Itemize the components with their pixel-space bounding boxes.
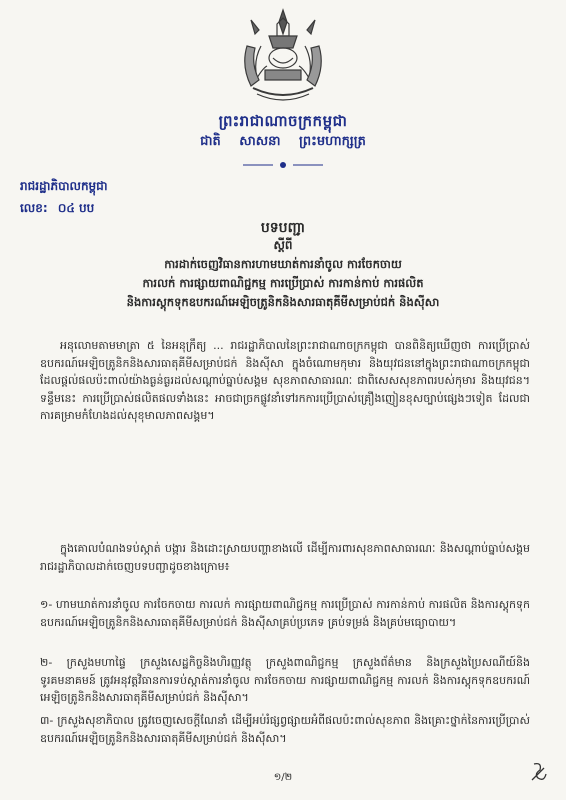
issuing-office: រាជរដ្ឋាភិបាលកម្ពុជា — [20, 179, 108, 193]
number-value: ០៤ បប — [57, 201, 95, 215]
document-type: បទបញ្ជា — [260, 220, 306, 236]
title-line: ការលក់ ការផ្សាយពាណិជ្ជកម្ម ការប្រើប្រាស់ ការកាន់កាប់ ការផលិត — [142, 276, 424, 290]
title-line: និងការស្តុកទុកឧបករណ៍អេឡិចត្រូនិកនិងសារធាតុគីមីសម្រាប់ជក់ និងស៊ីសា — [126, 295, 440, 309]
royal-crest-icon — [233, 6, 333, 106]
number-label: លេខ: — [20, 201, 48, 215]
document-about: ស្តីពី — [273, 238, 293, 252]
list-item: ១- ហាមឃាត់ការនាំចូល ការចែកចាយ ការលក់ ការផ្សាយពាណិជ្ជកម្ម ការប្រើប្រាស់ ការកាន់កាប់ ការផលិត និងការស្តុកទុកឧបករណ៍អេឡិចត្រូនិកនិងសារធាតុគីមីសម្រាប់ជក់ និងស៊ីសាគ្រប់ប្រភេទ គ្រប់ទម្រង់ និងគ្រប់មធ្យោបាយ។ — [40, 598, 530, 629]
divider-ornament-icon — [243, 160, 323, 170]
list-item: ៣- ក្រសួងសុខាភិបាល ត្រូវចេញសេចក្តីណែនាំ ដើម្បីអប់រំផ្សព្វផ្សាយអំពីផលប៉ះពាល់សុខភាព និងគ្រោះថ្នាក់នៃការប្រើប្រាស់ឧបករណ៍អេឡិចត្រូនិកនិងសារធាតុគីមីសម្រាប់ជក់ និងស៊ីសា។ — [40, 714, 530, 745]
page-number: ១/២ — [273, 772, 293, 783]
paragraph-intro: អនុលោមតាមមាត្រា ៥ នៃអនុក្រឹត្យ ... រាជរដ្ឋាភិបាលនៃព្រះរាជាណាចក្រកម្ពុជា បានពិនិត្យឃើញថា ការប្រើប្រាស់ឧបករណ៍អេឡិចត្រូនិកនិងសារធាតុគីមីសម្រាប់ជក់ និងស៊ីសា ក្នុងចំណោមកុមារ និងយុវជននៅក្នុងព្រះរាជាណាចក្រកម្ពុជា ដែលផ្តល់ផលប៉ះពាល់យ៉ាងធ្ងន់ធ្ងរដល់សណ្តាប់ធ្នាប់សង្គម សុខភាពសាធារណៈ ជាពិសេសសុខភាពរបស់កុមារ និងយុវជន។ ទន្ទឹមនេះ ការប្រើប្រាស់ផលិតផលទាំងនេះ អាចជាច្រកផ្លូវនាំទៅរកការប្រើប្រាស់គ្រឿងញៀនខុសច្បាប់ផ្សេងៗទៀត ដែលជាការគម្រាមកំហែងដល់សុខុមាលភាពសង្គម។ — [40, 339, 530, 422]
document-number — [20, 200, 94, 218]
handwritten-initial-icon — [528, 760, 550, 784]
title-line: ការដាក់ចេញវិធានការហាមឃាត់ការនាំចូល ការចែកចាយ — [164, 257, 402, 271]
national-motto: ជាតិ សាសនា ព្រះមហាក្សត្រ — [200, 134, 366, 149]
list-item: ២- ក្រសួងមហាផ្ទៃ ក្រសួងសេដ្ឋកិច្ចនិងហិរញ្ញវត្ថុ ក្រសួងពាណិជ្ជកម្ម ក្រសួងព័ត៌មាន និងក្រសួងប្រៃសណីយ៍និងទូរគមនាគមន៍ ត្រូវអនុវត្តវិធានការទប់ស្កាត់ការនាំចូល ការចែកចាយ ការផ្សាយពាណិជ្ជកម្ម ការលក់ និងការស្តុកទុកឧបករណ៍អេឡិចត្រូនិកនិងសារធាតុគីមីសម្រាប់ជក់ និងស៊ីសា។ — [40, 656, 530, 704]
kingdom-name: ព្រះរាជាណាចក្រកម្ពុជា — [218, 112, 348, 130]
paragraph-purpose: ក្នុងគោលបំណងទប់ស្កាត់ បង្ការ និងដោះស្រាយបញ្ហាខាងលើ ដើម្បីការពារសុខភាពសាធារណៈ និងសណ្តាប់ធ្នាប់សង្គម រាជរដ្ឋាភិបាលដាក់ចេញបទបញ្ជាដូចខាងក្រោម៖ — [40, 542, 530, 573]
document-title — [40, 255, 526, 312]
